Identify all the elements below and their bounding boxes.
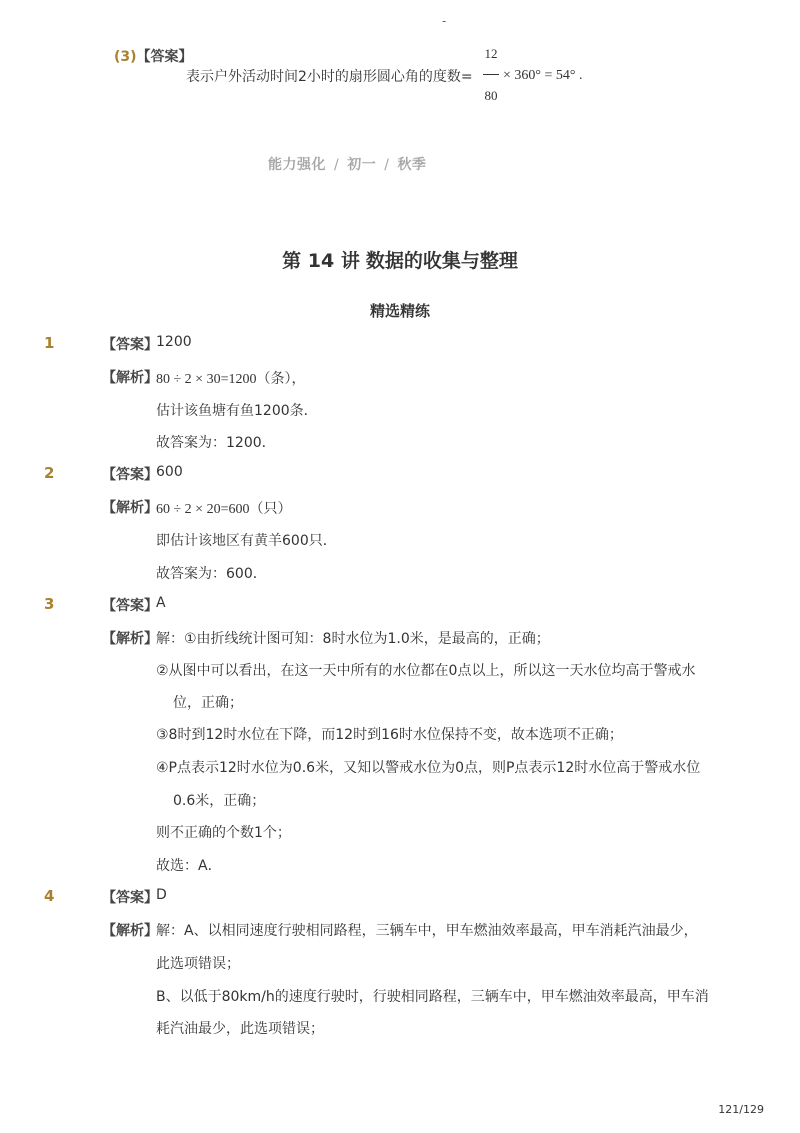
analysis-line: ④P点表示12时水位为0.6米，又知以警戒水位为0点，则P点表示12时水位高于警戒水位 (156, 760, 701, 776)
fraction-numerator: 12 (484, 46, 498, 61)
analysis-line: 故选：A． (156, 858, 222, 874)
fraction-bar (483, 74, 499, 75)
analysis-tag: 【解析】 (102, 631, 158, 647)
top-mark: - (442, 14, 447, 28)
analysis-tag: 【解析】 (102, 923, 158, 939)
analysis-line: 则不正确的个数1个； (156, 825, 291, 841)
running-head-part3: 秋季 (397, 157, 427, 173)
part-label (114, 46, 193, 66)
lecture-number: 第 14 讲 (282, 250, 360, 272)
problem-number: 2 (44, 464, 55, 482)
running-head-separator: / (384, 157, 390, 173)
formula-end: . (579, 68, 583, 83)
analysis-formula: 80 ÷ 2 × 30=1200（条）， (156, 372, 306, 387)
running-head-part2: 初一 (347, 157, 377, 173)
answer-tag: 【答案】 (102, 598, 158, 614)
analysis-line: 故答案为：1200． (156, 435, 276, 451)
answer-tag: 【答案】 (102, 890, 158, 906)
answer-value: D (156, 887, 167, 903)
analysis-line: 估计该鱼塘有鱼1200条． (156, 403, 318, 419)
analysis-tag: 【解析】 (102, 500, 158, 516)
analysis-line: 位，正确； (173, 695, 243, 711)
running-head (268, 154, 426, 174)
fraction-denominator: 80 (484, 88, 498, 103)
page-number: 121/129 (718, 1103, 764, 1116)
analysis-line: B、以低于80km/h的速度行驶时，行驶相同路程，三辆车中，甲车燃油效率最高，甲车消 (156, 989, 709, 1005)
running-head-separator: / (334, 157, 340, 173)
analysis-line: 解：A、以相同速度行驶相同路程，三辆车中，甲车燃油效率最高，甲车消耗汽油最少， (156, 923, 698, 939)
analysis-line: 即估计该地区有黄羊600只． (156, 533, 337, 549)
answer-value: A (156, 595, 166, 611)
formula-text: × 360° = 54° (503, 68, 576, 83)
lecture-title (0, 246, 800, 273)
answer-value: 1200 (156, 334, 192, 350)
problem-number: 4 (44, 887, 55, 905)
answer-tag: 【答案】 (102, 467, 158, 483)
analysis-line: ②从图中可以看出，在这一天中所有的水位都在0点以上，所以这一天水位均高于警戒水 (156, 663, 696, 679)
analysis-line: 耗汽油最少，此选项错误； (156, 1021, 324, 1037)
analysis-tag: 【解析】 (102, 370, 158, 386)
analysis-formula: 60 ÷ 2 × 20=600（只） (156, 502, 292, 517)
answer-value: 600 (156, 464, 183, 480)
lecture-name: 数据的收集与整理 (365, 250, 518, 272)
section-title: 精选精练 (369, 302, 430, 320)
answer-tag: 【答案】 (136, 49, 193, 65)
part-number: (3) (114, 49, 137, 65)
part-formula (503, 68, 583, 84)
analysis-line: 此选项错误； (156, 956, 240, 972)
problem-number: 1 (44, 334, 55, 352)
part-text: 表示户外活动时间2小时的扇形圆心角的度数= (186, 69, 473, 85)
analysis-line: 故答案为：600． (156, 566, 267, 582)
analysis-line: 解：①由折线统计图可知：8时水位为1.0米，是最高的，正确； (156, 631, 550, 647)
problem-number: 3 (44, 595, 55, 613)
analysis-line: 0.6米，正确； (173, 793, 266, 809)
analysis-line: ③8时到12时水位在下降，而12时到16时水位保持不变，故本选项不正确； (156, 727, 623, 743)
answer-tag: 【答案】 (102, 337, 158, 353)
running-head-part1: 能力强化 (268, 157, 326, 173)
